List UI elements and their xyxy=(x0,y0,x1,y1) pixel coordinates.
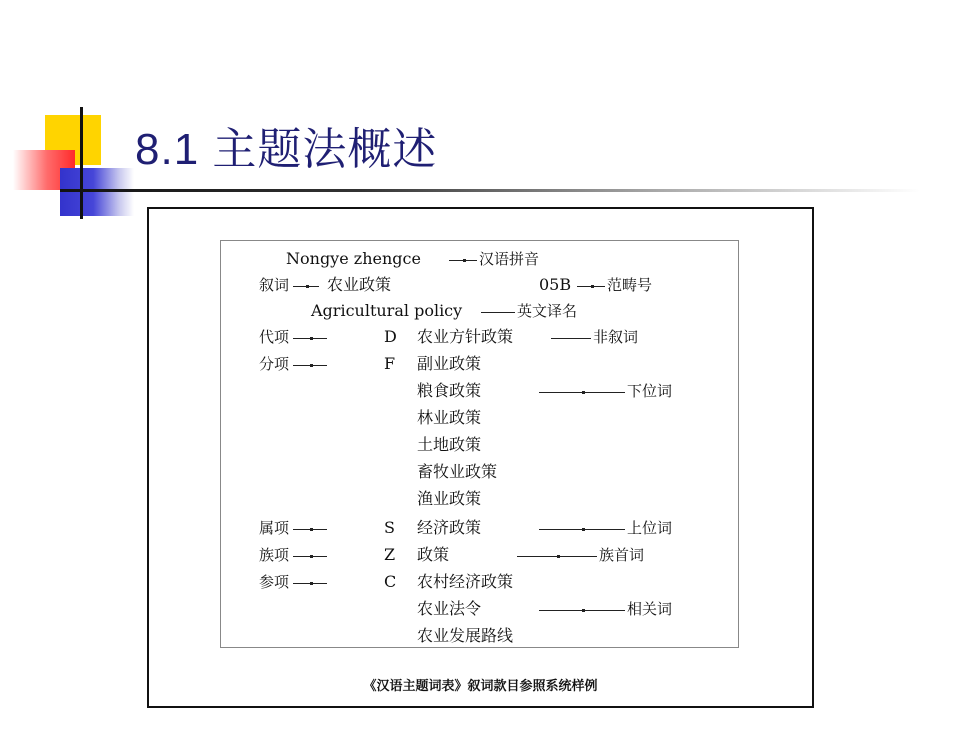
ref-label-c: 参项 xyxy=(259,573,290,591)
english-note: 英文译名 xyxy=(517,302,578,320)
connector-line xyxy=(481,312,515,313)
category-code-note: 范畴号 xyxy=(607,276,653,294)
connector-line xyxy=(551,338,591,339)
ref-term: 副业政策 xyxy=(417,354,482,373)
thesaurus-figure xyxy=(147,207,814,708)
entry-frame xyxy=(220,240,739,648)
connector-line xyxy=(293,365,327,366)
connector-line xyxy=(293,556,327,557)
ref-label-s: 属项 xyxy=(259,519,290,537)
ref-label-z: 族项 xyxy=(259,546,290,564)
ref-note: 相关词 xyxy=(627,600,673,618)
ref-letter-f: F xyxy=(384,354,396,373)
ref-term: 农业法令 xyxy=(417,599,482,618)
ref-term: 渔业政策 xyxy=(417,489,482,508)
ref-term: 农村经济政策 xyxy=(417,572,514,591)
connector-line xyxy=(577,286,605,287)
ref-label-d: 代项 xyxy=(259,328,290,346)
connector-line xyxy=(293,529,327,530)
category-code: 05B xyxy=(539,275,572,294)
ref-note: 上位词 xyxy=(627,519,673,537)
connector-line xyxy=(293,286,319,287)
pinyin-text: Nongye zhengce xyxy=(286,249,421,268)
slide-title: 8.1 主题法概述 xyxy=(135,125,438,174)
deco-blue-block xyxy=(60,168,134,216)
connector-line xyxy=(539,610,625,611)
entry-label: 叙词 xyxy=(259,276,290,294)
figure-caption: 《汉语主题词表》叙词款目参照系统样例 xyxy=(363,679,598,694)
connector-line xyxy=(293,338,327,339)
ref-term: 畜牧业政策 xyxy=(417,462,498,481)
ref-note: 非叙词 xyxy=(593,328,639,346)
entry-term: 农业政策 xyxy=(327,275,392,294)
ref-letter-d: D xyxy=(384,327,397,346)
english-text: Agricultural policy xyxy=(311,301,463,320)
ref-letter-s: S xyxy=(384,518,395,537)
connector-line xyxy=(539,392,625,393)
ref-term: 经济政策 xyxy=(417,518,482,537)
ref-term: 农业发展路线 xyxy=(417,626,514,645)
connector-line xyxy=(449,260,477,261)
ref-term: 粮食政策 xyxy=(417,381,482,400)
ref-term: 农业方针政策 xyxy=(417,327,514,346)
connector-line xyxy=(293,583,327,584)
ref-term: 林业政策 xyxy=(417,408,482,427)
ref-letter-c: C xyxy=(384,572,397,591)
pinyin-note: 汉语拼音 xyxy=(479,250,540,268)
ref-term: 土地政策 xyxy=(417,435,482,454)
connector-line xyxy=(539,529,625,530)
connector-line xyxy=(517,556,597,557)
title-underline xyxy=(60,189,920,192)
ref-letter-z: Z xyxy=(384,545,396,564)
ref-label-f: 分项 xyxy=(259,355,290,373)
deco-vertical-line xyxy=(80,107,83,219)
ref-note: 下位词 xyxy=(627,382,673,400)
ref-note: 族首词 xyxy=(599,546,645,564)
ref-term: 政策 xyxy=(417,545,450,564)
